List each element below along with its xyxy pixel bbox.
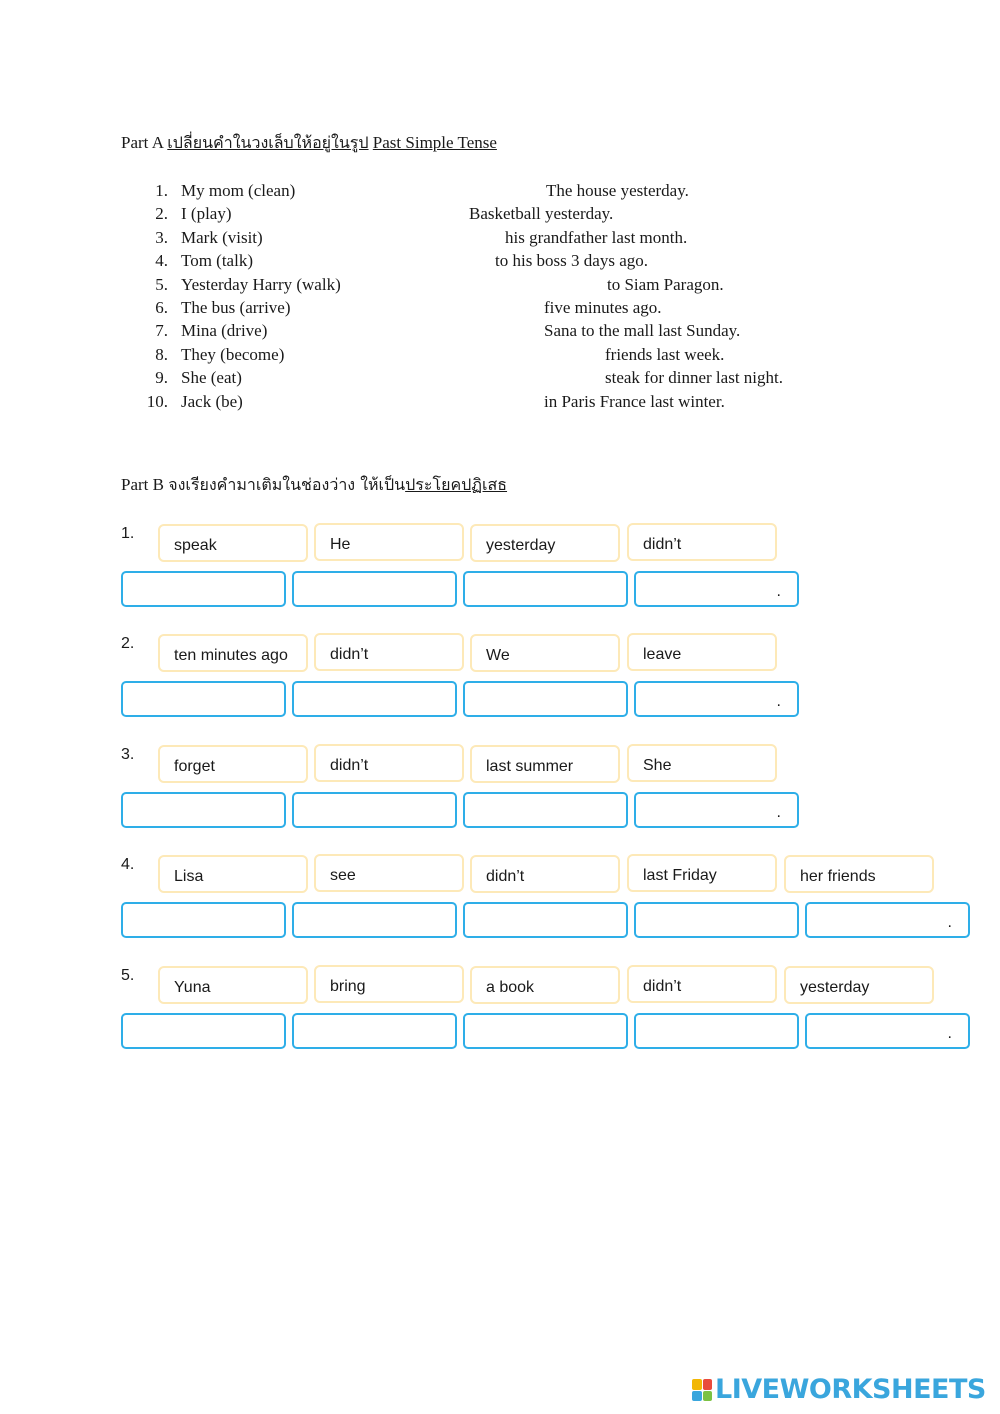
word-tile[interactable]: didn’t (627, 965, 777, 1003)
answer-slot[interactable] (463, 1013, 628, 1049)
answer-slot-input[interactable] (636, 794, 797, 826)
answer-slot[interactable] (292, 571, 457, 607)
item-prompt: They (become) (181, 345, 285, 364)
item-number: 7. (155, 321, 168, 340)
answer-slot-input[interactable] (636, 573, 797, 605)
item-number: 6. (155, 298, 168, 317)
answer-input[interactable] (396, 179, 540, 203)
item-number: 4. (155, 251, 168, 270)
answer-slot-input[interactable] (123, 1015, 284, 1047)
item-prompt: My mom (clean) (181, 181, 296, 200)
answer-slot-input[interactable] (465, 904, 626, 936)
question-number: 4. (121, 856, 135, 873)
word-tile[interactable]: Yuna (158, 966, 308, 1004)
answer-slot[interactable] (121, 792, 286, 828)
item-sentence-rest: to Siam Paragon. (607, 275, 724, 294)
part-a-heading (121, 131, 497, 156)
answer-slot[interactable] (292, 902, 457, 938)
answer-slot-input[interactable] (123, 573, 284, 605)
logo-tile (692, 1379, 702, 1390)
answer-slot-input[interactable] (465, 683, 626, 715)
sentence-end-mark: . (776, 583, 781, 600)
question-number: 3. (121, 746, 135, 763)
sentence-end-mark: . (776, 804, 781, 821)
answer-slot-input[interactable] (807, 904, 968, 936)
item-number: 8. (155, 345, 168, 364)
word-tile[interactable]: speak (158, 524, 308, 562)
part-a-label: Part A (121, 133, 164, 152)
answer-slot[interactable] (463, 681, 628, 717)
word-tile[interactable]: last summer (470, 745, 620, 783)
part-a-instruction: เปลี่ยนคำในวงเล็บให้อยู่ในรูป (167, 133, 369, 152)
logo-tile (703, 1391, 713, 1402)
item-prompt: Tom (talk) (181, 251, 253, 270)
answer-slot-input[interactable] (294, 904, 455, 936)
question-number: 2. (121, 635, 135, 652)
answer-slot[interactable] (805, 902, 970, 938)
answer-slot-input[interactable] (294, 573, 455, 605)
sentence-end-mark: . (947, 1025, 952, 1042)
answer-slot[interactable] (463, 792, 628, 828)
part-b-label: Part B (121, 475, 164, 494)
answer-slot-input[interactable] (123, 904, 284, 936)
answer-slot[interactable] (121, 1013, 286, 1049)
word-tile[interactable]: Lisa (158, 855, 308, 893)
answer-input[interactable] (355, 226, 499, 250)
word-tile[interactable]: yesterday (784, 966, 934, 1004)
word-tile[interactable]: She (627, 744, 777, 782)
word-tile[interactable]: last Friday (627, 854, 777, 892)
item-sentence-rest: Sana to the mall last Sunday. (544, 321, 741, 340)
answer-input[interactable] (394, 390, 538, 414)
answer-input[interactable] (455, 343, 599, 367)
word-tile[interactable]: yesterday (470, 524, 620, 562)
logo-tile (703, 1379, 713, 1390)
word-tile[interactable]: leave (627, 633, 777, 671)
answer-slot[interactable] (121, 571, 286, 607)
word-tile[interactable]: bring (314, 965, 464, 1003)
item-sentence-rest: five minutes ago. (544, 298, 662, 317)
logo-text: LIVEWORKSHEETS (715, 1374, 986, 1405)
item-number: 5. (155, 275, 168, 294)
item-prompt: Mark (visit) (181, 228, 263, 247)
item-sentence-rest: his grandfather last month. (505, 228, 688, 247)
item-sentence-rest: to his boss 3 days ago. (495, 251, 648, 270)
question-number: 1. (121, 525, 135, 542)
word-tile[interactable]: didn’t (470, 855, 620, 893)
answer-slot[interactable] (292, 681, 457, 717)
part-a-tense: Past Simple Tense (372, 133, 497, 152)
logo-tile (692, 1391, 702, 1402)
item-number: 1. (155, 181, 168, 200)
item-sentence-rest: friends last week. (605, 345, 725, 364)
word-tile[interactable]: a book (470, 966, 620, 1004)
answer-slot-input[interactable] (294, 794, 455, 826)
answer-slot[interactable] (634, 1013, 799, 1049)
sentence-end-mark: . (776, 693, 781, 710)
part-b-heading (121, 473, 507, 498)
word-tile[interactable]: ten minutes ago (158, 634, 308, 672)
item-sentence-rest: in Paris France last winter. (544, 392, 725, 411)
answer-slot-input[interactable] (465, 794, 626, 826)
answer-slot[interactable] (463, 902, 628, 938)
answer-slot[interactable] (634, 902, 799, 938)
word-tile[interactable]: He (314, 523, 464, 561)
part-b-instruction: จงเรียงคำมาเติมในช่องว่าง ให้เป็น (168, 475, 406, 494)
question-number: 5. (121, 967, 135, 984)
answer-input[interactable] (394, 296, 538, 320)
answer-slot-input[interactable] (636, 683, 797, 715)
answer-slot[interactable] (121, 681, 286, 717)
item-number: 2. (155, 204, 168, 223)
answer-input[interactable] (457, 273, 601, 297)
answer-input[interactable] (455, 366, 599, 390)
answer-slot[interactable] (292, 792, 457, 828)
item-number: 10. (146, 392, 168, 411)
word-tile[interactable]: We (470, 634, 620, 672)
item-prompt: Yesterday Harry (walk) (181, 275, 341, 294)
answer-input[interactable] (394, 319, 538, 343)
answer-slot[interactable] (463, 571, 628, 607)
answer-slot-input[interactable] (807, 1015, 968, 1047)
answer-slot[interactable] (121, 902, 286, 938)
sentence-end-mark: . (947, 914, 952, 931)
word-tile[interactable]: didn’t (314, 633, 464, 671)
part-b-instruction-negative: ประโยคปฏิเสธ (405, 475, 508, 494)
answer-input[interactable] (345, 249, 489, 273)
word-tile[interactable]: forget (158, 745, 308, 783)
item-number: 9. (155, 368, 168, 387)
item-prompt: The bus (arrive) (181, 298, 291, 317)
answer-slot-input[interactable] (294, 1015, 455, 1047)
word-tile[interactable]: didn’t (314, 744, 464, 782)
item-prompt: I (play) (181, 204, 232, 223)
answer-slot[interactable] (634, 681, 799, 717)
word-tile[interactable]: her friends (784, 855, 934, 893)
answer-slot[interactable] (805, 1013, 970, 1049)
answer-slot-input[interactable] (294, 683, 455, 715)
answer-slot-input[interactable] (123, 794, 284, 826)
item-number: 3. (155, 228, 168, 247)
item-sentence-rest: Basketball yesterday. (469, 204, 614, 223)
answer-slot-input[interactable] (636, 904, 797, 936)
item-prompt: Jack (be) (181, 392, 243, 411)
answer-input[interactable] (319, 202, 463, 226)
answer-slot[interactable] (292, 1013, 457, 1049)
answer-slot[interactable] (634, 792, 799, 828)
answer-slot-input[interactable] (123, 683, 284, 715)
logo-grid-icon (692, 1379, 712, 1401)
liveworksheets-logo (692, 1375, 986, 1405)
item-sentence-rest: The house yesterday. (546, 181, 689, 200)
answer-slot-input[interactable] (465, 573, 626, 605)
item-prompt: She (eat) (181, 368, 242, 387)
word-tile[interactable]: see (314, 854, 464, 892)
item-sentence-rest: steak for dinner last night. (605, 368, 783, 387)
answer-slot-input[interactable] (636, 1015, 797, 1047)
answer-slot[interactable] (634, 571, 799, 607)
item-prompt: Mina (drive) (181, 321, 268, 340)
word-tile[interactable]: didn’t (627, 523, 777, 561)
answer-slot-input[interactable] (465, 1015, 626, 1047)
